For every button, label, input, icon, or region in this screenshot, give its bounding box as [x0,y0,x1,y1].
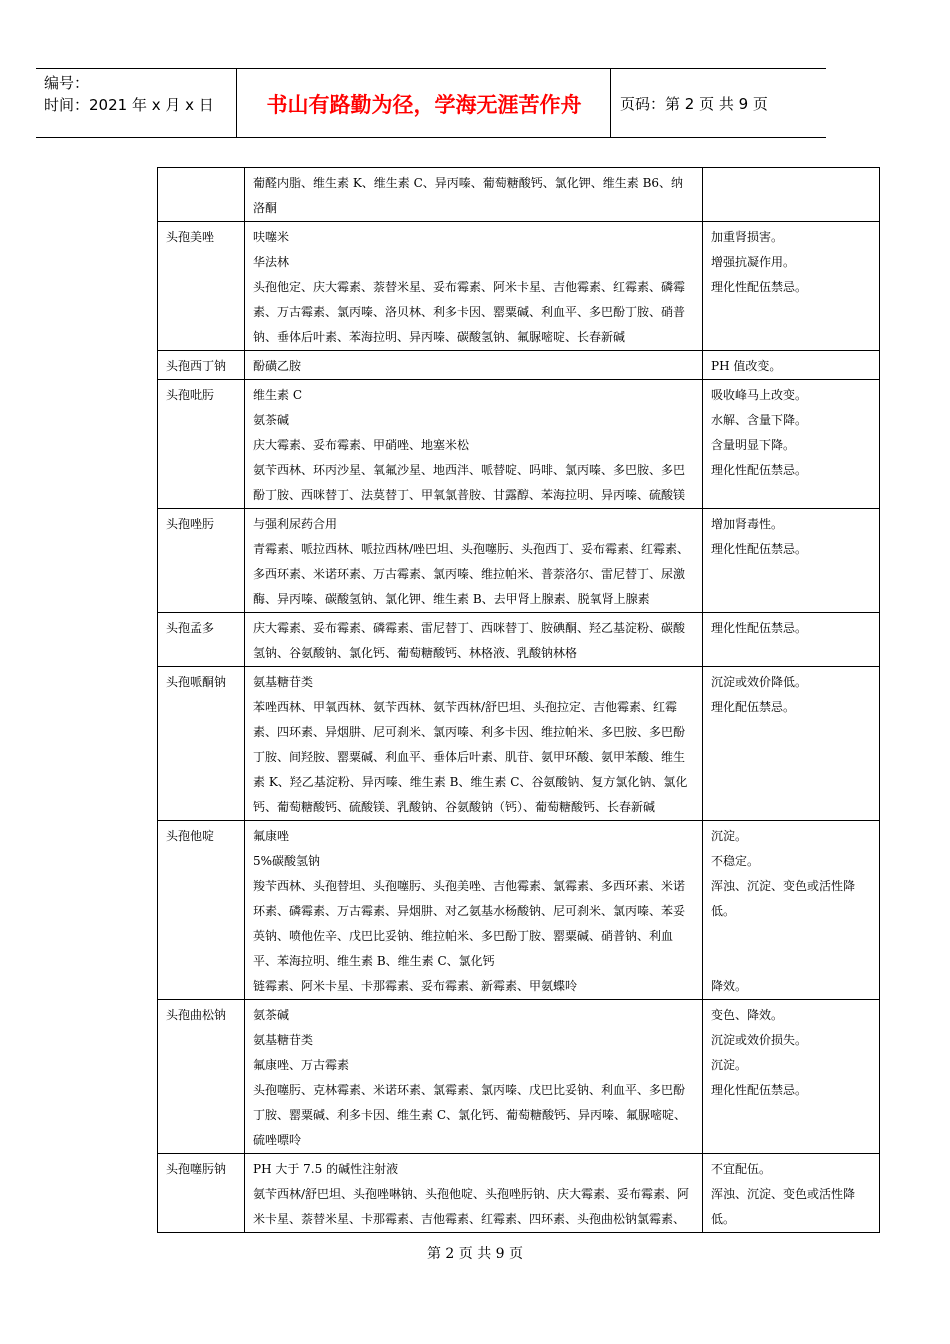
incompatible-drugs-cell [245,613,703,667]
page-footer: 第 2 页 共 9 页 [426,1246,524,1262]
incompatible-entry: 庆大霉素、妥布霉素、甲硝唑、地塞米松 [253,438,470,452]
result-entry: 沉淀。 [711,1058,748,1072]
incompatible-entry: 与强利尿药合用 [253,517,338,531]
header-divider [610,69,611,137]
result-entry: 理化性配伍禁忌。 [711,1083,808,1097]
table-row [158,821,880,1000]
time-label: 时间：2021 年 x 月 x 日 [44,96,214,114]
result-entry: PH 值改变。 [711,359,782,373]
result-cell [703,222,880,351]
incompatible-entry: 呋噻米 [253,230,290,244]
drug-name-cell: 头孢唑肟 [158,509,245,613]
result-cell [703,351,880,380]
drug-name-cell: 头孢噻肟钠 [158,1154,245,1233]
result-entry: 理化性配伍禁忌。 [711,280,808,294]
result-entry: 理化配伍禁忌。 [711,700,796,714]
result-entry: 沉淀或效价降低。 [711,675,808,689]
result-spacer [711,924,871,974]
table-row [158,222,880,351]
header-motto: 书山有路勤为径，学海无涯苦作舟 [266,93,582,117]
incompatible-entry: 氨茶碱 [253,413,290,427]
incompatible-drugs-cell [245,351,703,380]
result-cell [703,509,880,613]
incompatible-drugs-cell [245,509,703,613]
result-entry: 不稳定。 [711,854,760,868]
incompatible-entry: 氨基糖苷类 [253,675,314,689]
incompatible-entry: PH 大于 7.5 的碱性注射液 [253,1162,399,1176]
result-entry: 不宜配伍。 [711,1162,772,1176]
drug-name-cell: 头孢吡肟 [158,380,245,509]
incompatible-drugs-cell [245,168,703,222]
result-cell [703,1000,880,1154]
incompatible-drugs-cell [245,222,703,351]
result-entry: 加重肾损害。 [711,230,784,244]
incompatible-entry: 酚磺乙胺 [253,359,302,373]
drug-name-cell: 头孢哌酮钠 [158,667,245,821]
incompatible-entry: 氨基糖苷类 [253,1033,314,1047]
result-cell [703,821,880,1000]
incompatible-entry: 华法林 [253,255,290,269]
result-entry: 浑浊、沉淀、变色或活性降低。 [711,1187,856,1226]
result-cell [703,168,880,222]
table-row [158,380,880,509]
incompatible-entry: 青霉素、哌拉西林、哌拉西林/唑巴坦、头孢噻肟、头孢西丁、妥布霉素、红霉素、多西环素、米诺环素、万古霉素、氯丙嗪、维拉帕米、普萘洛尔、雷尼替丁、尿激酶、异丙嗪、碳酸氢钠、氯化钾、维生素 B、去甲肾上腺素、脱氧肾上腺素 [253,542,690,606]
drug-name-cell: 头孢美唑 [158,222,245,351]
incompatible-entry: 氨苄西林、环丙沙星、氧氟沙星、地西泮、哌替啶、吗啡、氯丙嗪、多巴胺、多巴酚丁胺、西咪替丁、法莫替丁、甲氧氯普胺、甘露醇、苯海拉明、异丙嗪、硫酸镁 [253,463,686,502]
incompatible-entry: 庆大霉素、妥布霉素、磷霉素、雷尼替丁、西咪替丁、胺碘酮、羟乙基淀粉、碳酸氢钠、谷氨酸钠、氯化钙、葡萄糖酸钙、林格液、乳酸钠林格 [253,621,686,660]
result-entry: 沉淀。 [711,829,748,843]
incompatible-entry: 氨茶碱 [253,1008,290,1022]
incompatible-drugs-cell [245,1000,703,1154]
incompatible-entry: 5%碳酸氢钠 [253,854,321,868]
header-divider [236,69,237,137]
incompatible-entry: 苯唑西林、甲氧西林、氨苄西林、氨苄西林/舒巴坦、头孢拉定、吉他霉素、红霉素、四环素、异烟肼、尼可刹米、氯丙嗪、利多卡因、维拉帕米、多巴胺、多巴酚丁胺、间羟胺、罂粟碱、利血平、垂体后叶素、肌苷、氨甲环酸、氨甲苯酸、维生素 K、羟乙基淀粉、异丙嗪、维生素 B、维生素 C、谷氨酸钠、复方氯化钠、氯化钙、葡萄糖酸钙、硫酸镁、乳酸钠、谷氨酸钠（钙）、葡萄糖酸钙、长春新碱 [253,700,688,814]
result-entry: 水解、含量下降。 [711,413,808,427]
table-row [158,168,880,222]
header-page-label: 页码：第 2 页 共 9 页 [620,95,768,113]
result-entry: 理化性配伍禁忌。 [711,463,808,477]
result-entry: 变色、降效。 [711,1008,784,1022]
incompatible-entry: 氟康唑 [253,829,290,843]
incompatible-entry: 羧苄西林、头孢替坦、头孢噻肟、头孢美唑、吉他霉素、氯霉素、多西环素、米诺环素、磷霉素、万古霉素、异烟肼、对乙氨基水杨酸钠、尼可刹米、氯丙嗪、苯妥英钠、喷他佐辛、戊巴比妥钠、维拉帕米、多巴酚丁胺、罂粟碱、硝普钠、利血平、苯海拉明、维生素 B、维生素 C、氯化钙 [253,879,686,968]
table-row [158,509,880,613]
result-cell [703,380,880,509]
incompatible-entry: 头孢他定、庆大霉素、萘替米星、妥布霉素、阿米卡星、吉他霉素、红霉素、磷霉素、万古霉素、氯丙嗪、洛贝林、利多卡因、罂粟碱、利血平、多巴酚丁胺、硝普钠、垂体后叶素、苯海拉明、异丙嗪、碳酸氢钠、氟脲嘧啶、长春新碱 [253,280,686,344]
result-entry: 沉淀或效价损失。 [711,1033,808,1047]
result-entry: 增加肾毒性。 [711,517,784,531]
drug-name-cell: 头孢西丁钠 [158,351,245,380]
result-entry: 理化性配伍禁忌。 [711,621,808,635]
incompatible-drugs-cell [245,380,703,509]
drug-name-cell: 头孢他啶 [158,821,245,1000]
table-row [158,351,880,380]
incompatible-entry: 维生素 C [253,388,302,402]
header-meta [44,72,214,116]
table-row [158,1000,880,1154]
drug-name-cell: 头孢曲松钠 [158,1000,245,1154]
result-entry: 浑浊、沉淀、变色或活性降低。 [711,879,856,918]
result-entry: 增强抗凝作用。 [711,255,796,269]
table-row [158,1154,880,1233]
table-row [158,613,880,667]
drug-name-cell [158,168,245,222]
result-entry: 含量明显下降。 [711,438,796,452]
number-label: 编号： [44,74,90,92]
incompatible-drugs-cell [245,821,703,1000]
incompatible-entry: 氟康唑、万古霉素 [253,1058,350,1072]
incompatible-drugs-cell [245,667,703,821]
incompatible-entry: 头孢噻肟、克林霉素、米诺环素、氯霉素、氯丙嗪、戊巴比妥钠、利血平、多巴酚丁胺、罂粟碱、利多卡因、维生素 C、氯化钙、葡萄糖酸钙、异丙嗪、氟脲嘧啶、硫唑嘌呤 [253,1083,686,1147]
result-entry: 吸收峰马上改变。 [711,388,808,402]
incompatible-entry: 链霉素、阿米卡星、卡那霉素、妥布霉素、新霉素、甲氨蝶呤 [253,979,578,993]
drug-name-cell: 头孢孟多 [158,613,245,667]
result-cell [703,667,880,821]
compatibility-table [157,167,880,1233]
result-entry: 降效。 [711,979,748,993]
document-header [36,68,826,138]
incompatible-drugs-cell [245,1154,703,1233]
incompatible-entry: 氨苄西林/舒巴坦、头孢唑啉钠、头孢他啶、头孢唑肟钠、庆大霉素、妥布霉素、阿米卡星、萘替米星、卡那霉素、吉他霉素、红霉素、四环素、头孢曲松钠氯霉素、 [253,1187,690,1226]
result-cell [703,1154,880,1233]
result-cell [703,613,880,667]
incompatible-entry: 葡醛内脂、维生素 K、维生素 C、异丙嗪、葡萄糖酸钙、氯化钾、维生素 B6、纳洛酮 [253,176,684,215]
table-row [158,667,880,821]
result-entry: 理化性配伍禁忌。 [711,542,808,556]
